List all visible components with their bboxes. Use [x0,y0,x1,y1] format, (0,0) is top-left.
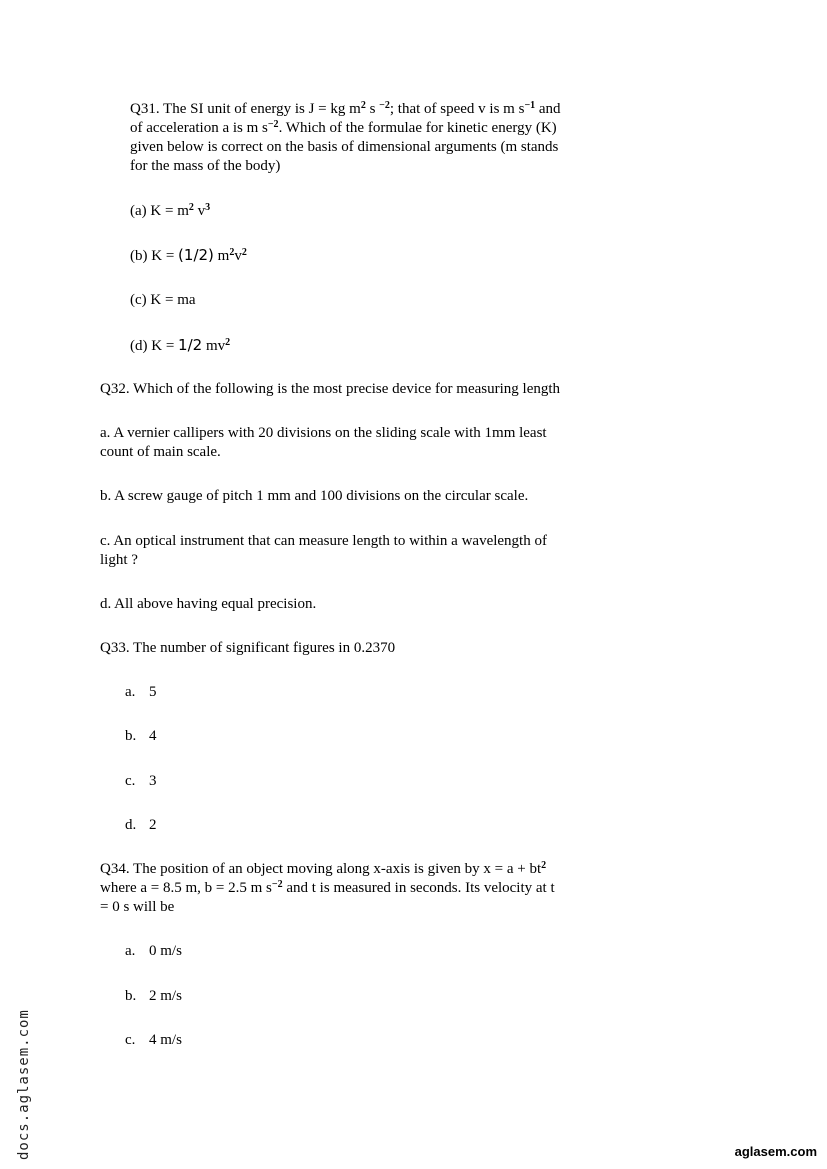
q31-option-b-frac: (1/2) [178,246,214,264]
question-31 [130,100,620,176]
q31-line4: for the mass of the body) [130,158,281,174]
question-34 [100,860,620,917]
q31-option-b [130,246,247,266]
q31-line1-a: Q31. The SI unit of energy is J = kg m [130,101,361,117]
q31-option-b-mid: m [213,248,230,264]
q31-line3: given below is correct on the basis of dimensional arguments (m stands [130,139,559,155]
q31-option-b-prefix: (b) K = [130,248,179,264]
q31-option-b-sup1: 2 [229,247,235,258]
q34-line1-sup: 2 [541,860,547,871]
q31-option-c [130,291,196,310]
q32-option-c-line2: light ? [100,552,138,568]
q33-option-c-value: 3 [149,773,157,789]
q31-option-d-mid: mv [202,338,226,354]
q31-option-d-frac: 1/2 [178,336,203,354]
q33-option-d-letter: d. [125,817,137,833]
q31-option-d-sup: 2 [225,337,231,348]
q31-line1-sup1: 2 [360,100,366,111]
q31-line1-b: s [365,101,380,117]
q34-line1-a: Q34. The position of an object moving along x-axis is given by x = a + bt [100,861,542,877]
q31-option-a [130,202,210,221]
q33-option-a-letter: a. [125,684,136,700]
q34-line3: = 0 s will be [100,899,175,915]
question-33: Q33. The number of significant figures in 0.2370 [100,640,396,656]
q31-line1-sup2: −2 [379,100,390,111]
q33-option-c-letter: c. [125,773,136,789]
q32-option-c [100,532,620,570]
q34-line2-a: where a = 8.5 m, b = 2.5 m s [100,880,272,896]
q31-option-a-sup1: 2 [188,202,194,213]
q33-option-b-value: 4 [149,728,157,744]
q32-option-c-line1: c. An optical instrument that can measure length to within a wavelength of [100,533,547,549]
q34-option-a-value: 0 m/s [149,943,182,959]
side-watermark: docs.aglasem.com [16,1009,32,1160]
q31-option-d [130,336,230,356]
q33-option-d-value: 2 [149,817,157,833]
q31-line1-sup3: −1 [524,100,536,111]
q31-option-b-sup2: 2 [241,247,247,258]
q31-option-d-prefix: (d) K = [130,338,179,354]
q32-option-a-line1: a. A vernier callipers with 20 divisions on the sliding scale with 1mm least [100,425,547,441]
question-32: Q32. Which of the following is the most precise device for measuring length [100,381,561,397]
q32-option-a [100,424,620,462]
q31-line2-a: of acceleration a is m s [130,120,268,136]
q34-option-c-letter: c. [125,1032,136,1048]
q31-line2-b: . Which of the formulae for kinetic energy (K) [278,120,557,136]
q31-option-b-mid2: v [234,248,242,264]
q31-text [130,100,620,176]
q34-option-b-value: 2 m/s [149,988,182,1004]
q32-option-d: d. All above having equal precision. [100,596,317,612]
q34-option-c-value: 4 m/s [149,1032,182,1048]
q31-option-a-mid: v [193,203,206,219]
q34-option-b-letter: b. [125,988,137,1004]
q31-option-c-text: (c) K = ma [130,292,196,308]
q31-line1-d: and [535,101,561,117]
q34-option-a-letter: a. [125,943,136,959]
q31-line1-c: ; that of speed v is m s [389,101,525,117]
q31-option-a-prefix: (a) K = m [130,203,189,219]
q33-option-b-letter: b. [125,728,137,744]
q33-option-a-value: 5 [149,684,157,700]
corner-watermark: aglasem.com [734,1144,817,1159]
q31-line2-sup: −2 [267,119,279,130]
q32-option-a-line2: count of main scale. [100,444,221,460]
q34-line2-b: and t is measured in seconds. Its velocity at t [282,880,555,896]
q31-option-a-sup2: 3 [205,202,211,213]
q34-line2-sup: −2 [271,879,283,890]
q32-option-b: b. A screw gauge of pitch 1 mm and 100 divisions on the circular scale. [100,488,529,504]
